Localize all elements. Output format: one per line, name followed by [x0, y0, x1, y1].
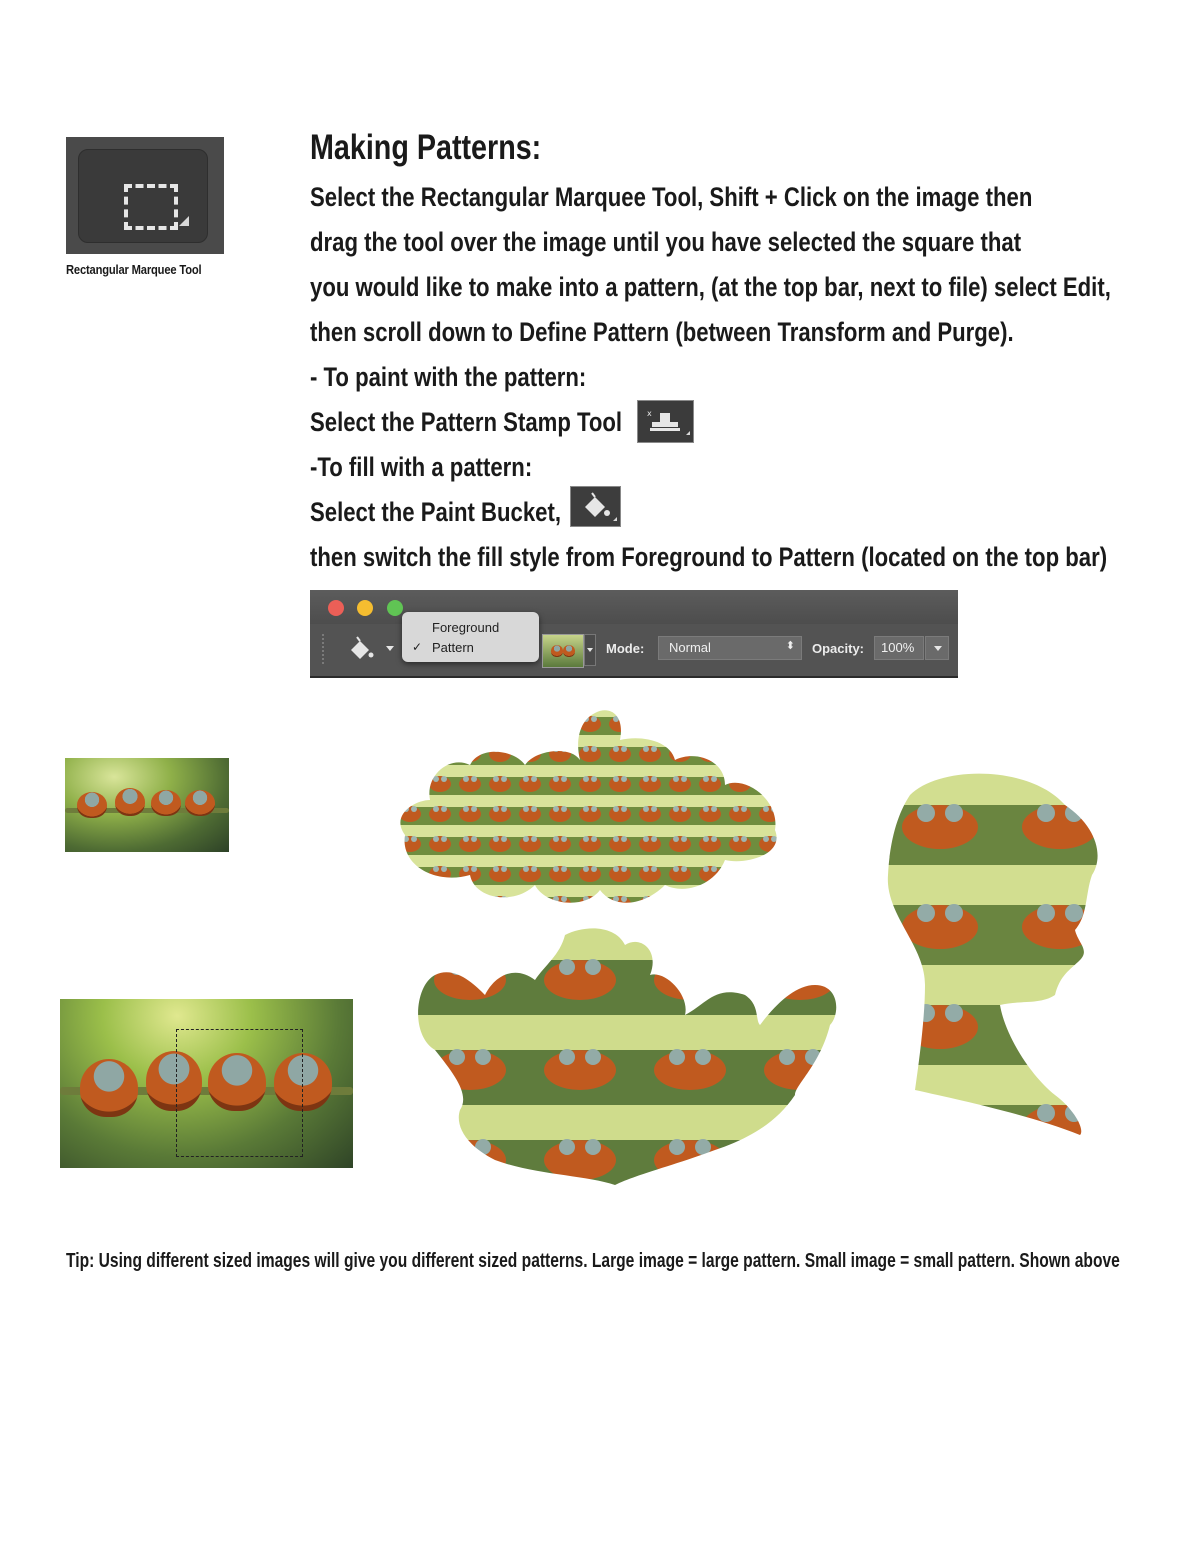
frog: [80, 1059, 138, 1117]
tool-caption: Rectangular Marquee Tool: [66, 262, 202, 277]
frog: [563, 645, 575, 657]
pattern-swatch[interactable]: [542, 634, 584, 668]
frog: [77, 792, 107, 818]
frog: [551, 645, 563, 657]
tool-icon-frame: [78, 149, 208, 243]
large-frog-photo: [60, 999, 353, 1168]
instruction-line: then scroll down to Define Pattern (between Transform and Purge).: [310, 317, 1014, 347]
check-icon: ✓: [412, 640, 423, 654]
instruction-line: you would like to make into a pattern, (at the top bar, next to file) select Edit,: [310, 272, 1111, 302]
marquee-selection: [176, 1029, 303, 1157]
menu-item-pattern[interactable]: Pattern: [432, 640, 474, 655]
instruction-line: Select the Paint Bucket,: [310, 497, 562, 527]
frog: [115, 788, 145, 816]
opacity-input[interactable]: 100%: [874, 636, 924, 660]
rectangular-marquee-tool-icon: [66, 137, 224, 254]
instruction-line: Select the Rectangular Marquee Tool, Shift + Click on the image then: [310, 182, 1033, 212]
splash-pattern-fill: [415, 925, 845, 1190]
pattern-stamp-tool-icon: [637, 400, 694, 443]
small-frog-photo: [65, 758, 229, 852]
tool-flyout-corner-icon: [179, 216, 189, 226]
page-title: Making Patterns:: [310, 128, 542, 167]
opacity-dropdown[interactable]: [925, 636, 949, 660]
cloud-pattern-fill: [395, 705, 785, 910]
mode-select[interactable]: [658, 636, 802, 660]
frog: [185, 790, 215, 816]
paint-bucket-tool-icon: [570, 486, 621, 527]
mode-value: Normal: [669, 640, 711, 655]
frog: [151, 790, 181, 816]
instruction-line: drag the tool over the image until you have selected the square that: [310, 227, 1022, 257]
svg-text:x: x: [647, 409, 652, 418]
fill-source-menu[interactable]: [402, 612, 539, 662]
minimize-window-icon[interactable]: [357, 600, 373, 616]
options-grip[interactable]: [322, 634, 326, 664]
chevron-down-icon: [587, 648, 593, 652]
pattern-stamp-text: Select the Pattern Stamp Tool: [310, 407, 623, 437]
head-silhouette-pattern-fill: [880, 765, 1110, 1145]
photoshop-options-bar: [310, 590, 958, 678]
marquee-selection-icon: [124, 184, 178, 230]
instruction-line: -To fill with a pattern:: [310, 452, 533, 482]
stepper-icon: ⬍: [785, 640, 795, 652]
chevron-down-icon: [934, 646, 942, 651]
pattern-picker-dropdown[interactable]: [584, 634, 596, 666]
instruction-line: then switch the fill style from Foreground to Pattern (located on the top bar): [310, 542, 1108, 572]
instruction-line: - To paint with the pattern:: [310, 362, 587, 392]
close-window-icon[interactable]: [328, 600, 344, 616]
opacity-label: Opacity:: [812, 641, 865, 656]
zoom-window-icon[interactable]: [387, 600, 403, 616]
mode-label: Mode:: [606, 641, 645, 656]
chevron-down-icon[interactable]: [386, 646, 394, 651]
instruction-line: [310, 407, 622, 438]
tip-text: Tip: Using different sized images will give you different sized patterns. Large image = large pattern. Small image = small pattern. Shown above: [66, 1250, 1120, 1272]
menu-item-foreground[interactable]: Foreground: [432, 620, 500, 635]
paint-bucket-icon[interactable]: [346, 634, 376, 664]
